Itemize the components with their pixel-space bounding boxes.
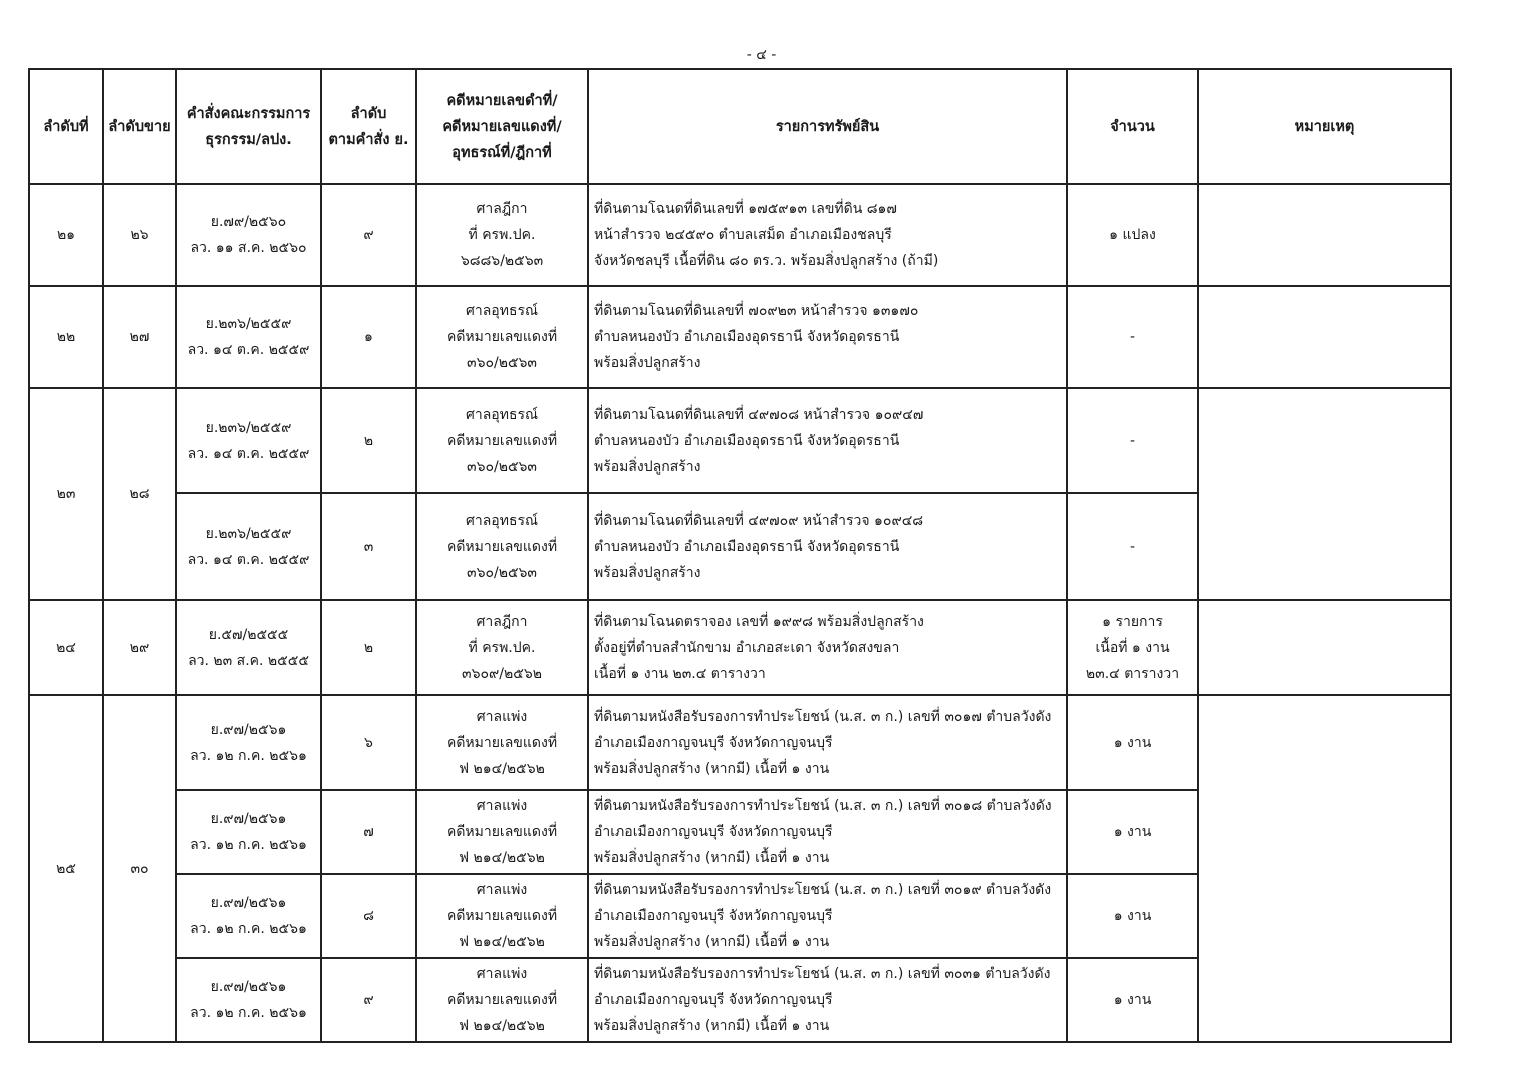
table-row bbox=[29, 695, 1451, 790]
asset-cell: ที่ดินตามโฉนดที่ดินเลขที่ ๑๗๕๙๑๓ เลขที่ดิน ๘๑๗ หน้าสำรวจ ๒๔๕๙๐ ตำบลเสม็ด อำเภอเมืองชลบุรี จังหวัดชลบุรี เนื้อที่ดิน ๘๐ ตร.ว. พร้อมสิ่งปลูกสร้าง (ถ้ามี) bbox=[588, 184, 1067, 286]
asset-cell: ที่ดินตามหนังสือรับรองการทำประโยชน์ (น.ส. ๓ ก.) เลขที่ ๓๐๑๙ ตำบลวังดัง อำเภอเมืองกาญจนบุรี จังหวัดกาญจนบุรี พร้อมสิ่งปลูกสร้าง (หากมี) เนื้อที่ ๑ งาน bbox=[588, 874, 1067, 958]
header-case-no: คดีหมายเลขดำที่/ คดีหมายเลขแดงที่/ อุทธรณ์ที่/ฎีกาที่ bbox=[416, 69, 588, 184]
page-number: - ๔ - bbox=[746, 47, 777, 63]
asset-cell: ที่ดินตามหนังสือรับรองการทำประโยชน์ (น.ส. ๓ ก.) เลขที่ ๓๐๓๑ ตำบลวังดัง อำเภอเมืองกาญจนบุรี จังหวัดกาญจนบุรี พร้อมสิ่งปลูกสร้าง (หากมี) เนื้อที่ ๑ งาน bbox=[588, 958, 1067, 1042]
quantity-cell: - bbox=[1067, 286, 1198, 388]
asset-table bbox=[28, 68, 1452, 1043]
remark-cell bbox=[1198, 184, 1451, 286]
sale-order-cell: ๒๗ bbox=[103, 286, 176, 388]
asset-cell: ที่ดินตามโฉนดที่ดินเลขที่ ๗๐๙๒๓ หน้าสำรวจ ๑๓๑๗๐ ตำบลหนองบัว อำเภอเมืองอุดรธานี จังหวัดอุดรธานี พร้อมสิ่งปลูกสร้าง bbox=[588, 286, 1067, 388]
asset-cell: ที่ดินตามหนังสือรับรองการทำประโยชน์ (น.ส. ๓ ก.) เลขที่ ๓๐๑๘ ตำบลวังดัง อำเภอเมืองกาญจนบุรี จังหวัดกาญจนบุรี พร้อมสิ่งปลูกสร้าง (หากมี) เนื้อที่ ๑ งาน bbox=[588, 790, 1067, 874]
order-seq-cell: ๑ bbox=[321, 286, 416, 388]
table-row bbox=[29, 388, 1451, 493]
committee-order-cell: ย.๗๙/๒๕๖๐ ลว. ๑๑ ส.ค. ๒๕๖๐ bbox=[176, 184, 321, 286]
case-no-cell: ศาลแพ่ง คดีหมายเลขแดงที่ ฟ ๒๑๔/๒๕๖๒ bbox=[416, 790, 588, 874]
item-no-cell: ๒๑ bbox=[29, 184, 103, 286]
committee-order-cell: ย.๒๓๖/๒๕๕๙ ลว. ๑๔ ต.ค. ๒๕๕๙ bbox=[176, 493, 321, 600]
remark-cell bbox=[1198, 695, 1451, 1042]
order-seq-cell: ๘ bbox=[321, 874, 416, 958]
header-remark: หมายเหตุ bbox=[1198, 69, 1451, 184]
header-quantity: จำนวน bbox=[1067, 69, 1198, 184]
committee-order-cell: ย.๙๗/๒๕๖๑ ลว. ๑๒ ก.ค. ๒๕๖๑ bbox=[176, 695, 321, 790]
case-no-cell: ศาลอุทธรณ์ คดีหมายเลขแดงที่ ๓๖๐/๒๕๖๓ bbox=[416, 493, 588, 600]
quantity-cell: ๑ รายการ เนื้อที่ ๑ งาน ๒๓.๔ ตารางวา bbox=[1067, 600, 1198, 695]
sale-order-cell: ๒๘ bbox=[103, 388, 176, 600]
remark-cell bbox=[1198, 286, 1451, 388]
item-no-cell: ๒๒ bbox=[29, 286, 103, 388]
case-no-cell: ศาลฎีกา ที่ ครพ.ปค. ๓๖๐๙/๒๕๖๒ bbox=[416, 600, 588, 695]
asset-cell: ที่ดินตามโฉนดที่ดินเลขที่ ๔๙๗๐๙ หน้าสำรวจ ๑๐๙๔๘ ตำบลหนองบัว อำเภอเมืองอุดรธานี จังหวัดอุดรธานี พร้อมสิ่งปลูกสร้าง bbox=[588, 493, 1067, 600]
sale-order-cell: ๓๐ bbox=[103, 695, 176, 1042]
committee-order-cell: ย.๕๗/๒๕๕๕ ลว. ๒๓ ส.ค. ๒๕๕๕ bbox=[176, 600, 321, 695]
header-asset-list: รายการทรัพย์สิน bbox=[588, 69, 1067, 184]
case-no-cell: ศาลแพ่ง คดีหมายเลขแดงที่ ฟ ๒๑๔/๒๕๖๒ bbox=[416, 874, 588, 958]
quantity-cell: ๑ งาน bbox=[1067, 790, 1198, 874]
quantity-cell: ๑ แปลง bbox=[1067, 184, 1198, 286]
quantity-cell: ๑ งาน bbox=[1067, 958, 1198, 1042]
committee-order-cell: ย.๙๗/๒๕๖๑ ลว. ๑๒ ก.ค. ๒๕๖๑ bbox=[176, 958, 321, 1042]
case-no-cell: ศาลฎีกา ที่ ครพ.ปค. ๖๘๘๖/๒๕๖๓ bbox=[416, 184, 588, 286]
header-item-no: ลำดับที่ bbox=[29, 69, 103, 184]
committee-order-cell: ย.๒๓๖/๒๕๕๙ ลว. ๑๔ ต.ค. ๒๕๕๙ bbox=[176, 388, 321, 493]
asset-cell: ที่ดินตามหนังสือรับรองการทำประโยชน์ (น.ส. ๓ ก.) เลขที่ ๓๐๑๗ ตำบลวังดัง อำเภอเมืองกาญจนบุรี จังหวัดกาญจนบุรี พร้อมสิ่งปลูกสร้าง (หากมี) เนื้อที่ ๑ งาน bbox=[588, 695, 1067, 790]
sale-order-cell: ๒๙ bbox=[103, 600, 176, 695]
order-seq-cell: ๒ bbox=[321, 388, 416, 493]
case-no-cell: ศาลอุทธรณ์ คดีหมายเลขแดงที่ ๓๖๐/๒๕๖๓ bbox=[416, 286, 588, 388]
case-no-cell: ศาลอุทธรณ์ คดีหมายเลขแดงที่ ๓๖๐/๒๕๖๓ bbox=[416, 388, 588, 493]
remark-cell bbox=[1198, 600, 1451, 695]
item-no-cell: ๒๕ bbox=[29, 695, 103, 1042]
table-row bbox=[29, 600, 1451, 695]
committee-order-cell: ย.๙๗/๒๕๖๑ ลว. ๑๒ ก.ค. ๒๕๖๑ bbox=[176, 790, 321, 874]
order-seq-cell: ๒ bbox=[321, 600, 416, 695]
header-order-seq: ลำดับ ตามคำสั่ง ย. bbox=[321, 69, 416, 184]
header-committee-order: คำสั่งคณะกรรมการ ธุรกรรม/ลปง. bbox=[176, 69, 321, 184]
asset-cell: ที่ดินตามโฉนดที่ดินเลขที่ ๔๙๗๐๘ หน้าสำรวจ ๑๐๙๔๗ ตำบลหนองบัว อำเภอเมืองอุดรธานี จังหวัดอุดรธานี พร้อมสิ่งปลูกสร้าง bbox=[588, 388, 1067, 493]
sale-order-cell: ๒๖ bbox=[103, 184, 176, 286]
header-sale-order: ลำดับขาย bbox=[103, 69, 176, 184]
item-no-cell: ๒๓ bbox=[29, 388, 103, 600]
order-seq-cell: ๙ bbox=[321, 184, 416, 286]
order-seq-cell: ๗ bbox=[321, 790, 416, 874]
item-no-cell: ๒๔ bbox=[29, 600, 103, 695]
committee-order-cell: ย.๙๗/๒๕๖๑ ลว. ๑๒ ก.ค. ๒๕๖๑ bbox=[176, 874, 321, 958]
asset-cell: ที่ดินตามโฉนดตราจอง เลขที่ ๑๙๙๘ พร้อมสิ่งปลูกสร้าง ตั้งอยู่ที่ตำบลสำนักขาม อำเภอสะเดา จังหวัดสงขลา เนื้อที่ ๑ งาน ๒๓.๔ ตารางวา bbox=[588, 600, 1067, 695]
header-row bbox=[29, 69, 1451, 184]
quantity-cell: ๑ งาน bbox=[1067, 874, 1198, 958]
remark-cell bbox=[1198, 388, 1451, 600]
committee-order-cell: ย.๒๓๖/๒๕๕๙ ลว. ๑๔ ต.ค. ๒๕๕๙ bbox=[176, 286, 321, 388]
order-seq-cell: ๖ bbox=[321, 695, 416, 790]
table-row bbox=[29, 184, 1451, 286]
order-seq-cell: ๓ bbox=[321, 493, 416, 600]
quantity-cell: - bbox=[1067, 388, 1198, 493]
case-no-cell: ศาลแพ่ง คดีหมายเลขแดงที่ ฟ ๒๑๔/๒๕๖๒ bbox=[416, 695, 588, 790]
table-row bbox=[29, 286, 1451, 388]
case-no-cell: ศาลแพ่ง คดีหมายเลขแดงที่ ฟ ๒๑๔/๒๕๖๒ bbox=[416, 958, 588, 1042]
order-seq-cell: ๙ bbox=[321, 958, 416, 1042]
quantity-cell: ๑ งาน bbox=[1067, 695, 1198, 790]
quantity-cell: - bbox=[1067, 493, 1198, 600]
